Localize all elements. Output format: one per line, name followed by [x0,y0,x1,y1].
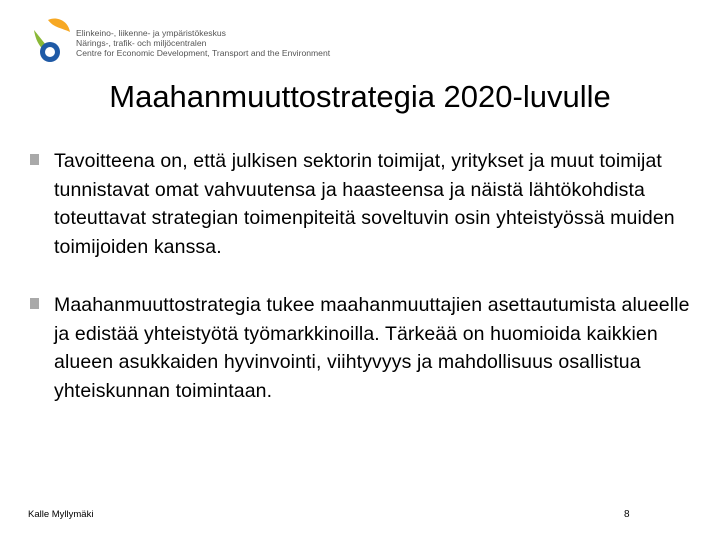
bullet-item [28,147,700,261]
elinkeino-keskus-logo-icon [26,16,72,66]
logo-line-english: Centre for Economic Development, Transport and the Environment [76,48,331,58]
footer-author: Kalle Myllymäki [28,509,94,520]
bullet-item [28,291,700,405]
bullet-text: Tavoitteena on, että julkisen sektorin toimijat, yritykset ja muut toimijat tunnistavat omat vahvuutensa ja haasteensa ja näistä lähtökohdista toteuttavat strategian toimenpiteitä soveltuvin osin yhteistyössä muiden toimijoiden kanssa. [54,150,675,258]
square-bullet-icon [30,298,39,309]
logo-line-finnish: Elinkeino-, liikenne- ja ympäristökeskus [76,28,226,38]
logo-text [76,28,330,58]
bullet-list [28,147,700,405]
page-number: 8 [624,509,630,520]
slide-title: Maahanmuuttostrategia 2020-luvulle [109,79,611,114]
organization-logo [26,16,331,66]
logo-line-swedish: Närings-, trafik- och miljöcentralen [76,38,207,48]
bullet-text: Maahanmuuttostrategia tukee maahanmuuttajien asettautumista alueelle ja edistää yhteistyötä työmarkkinoilla. Tärkeää on huomioida kaikkien alueen asukkaiden hyvinvointi, viihtyvyys ja mahdollisuus osallistua yhteiskunnan toimintaan. [54,294,690,402]
square-bullet-icon [30,154,39,165]
